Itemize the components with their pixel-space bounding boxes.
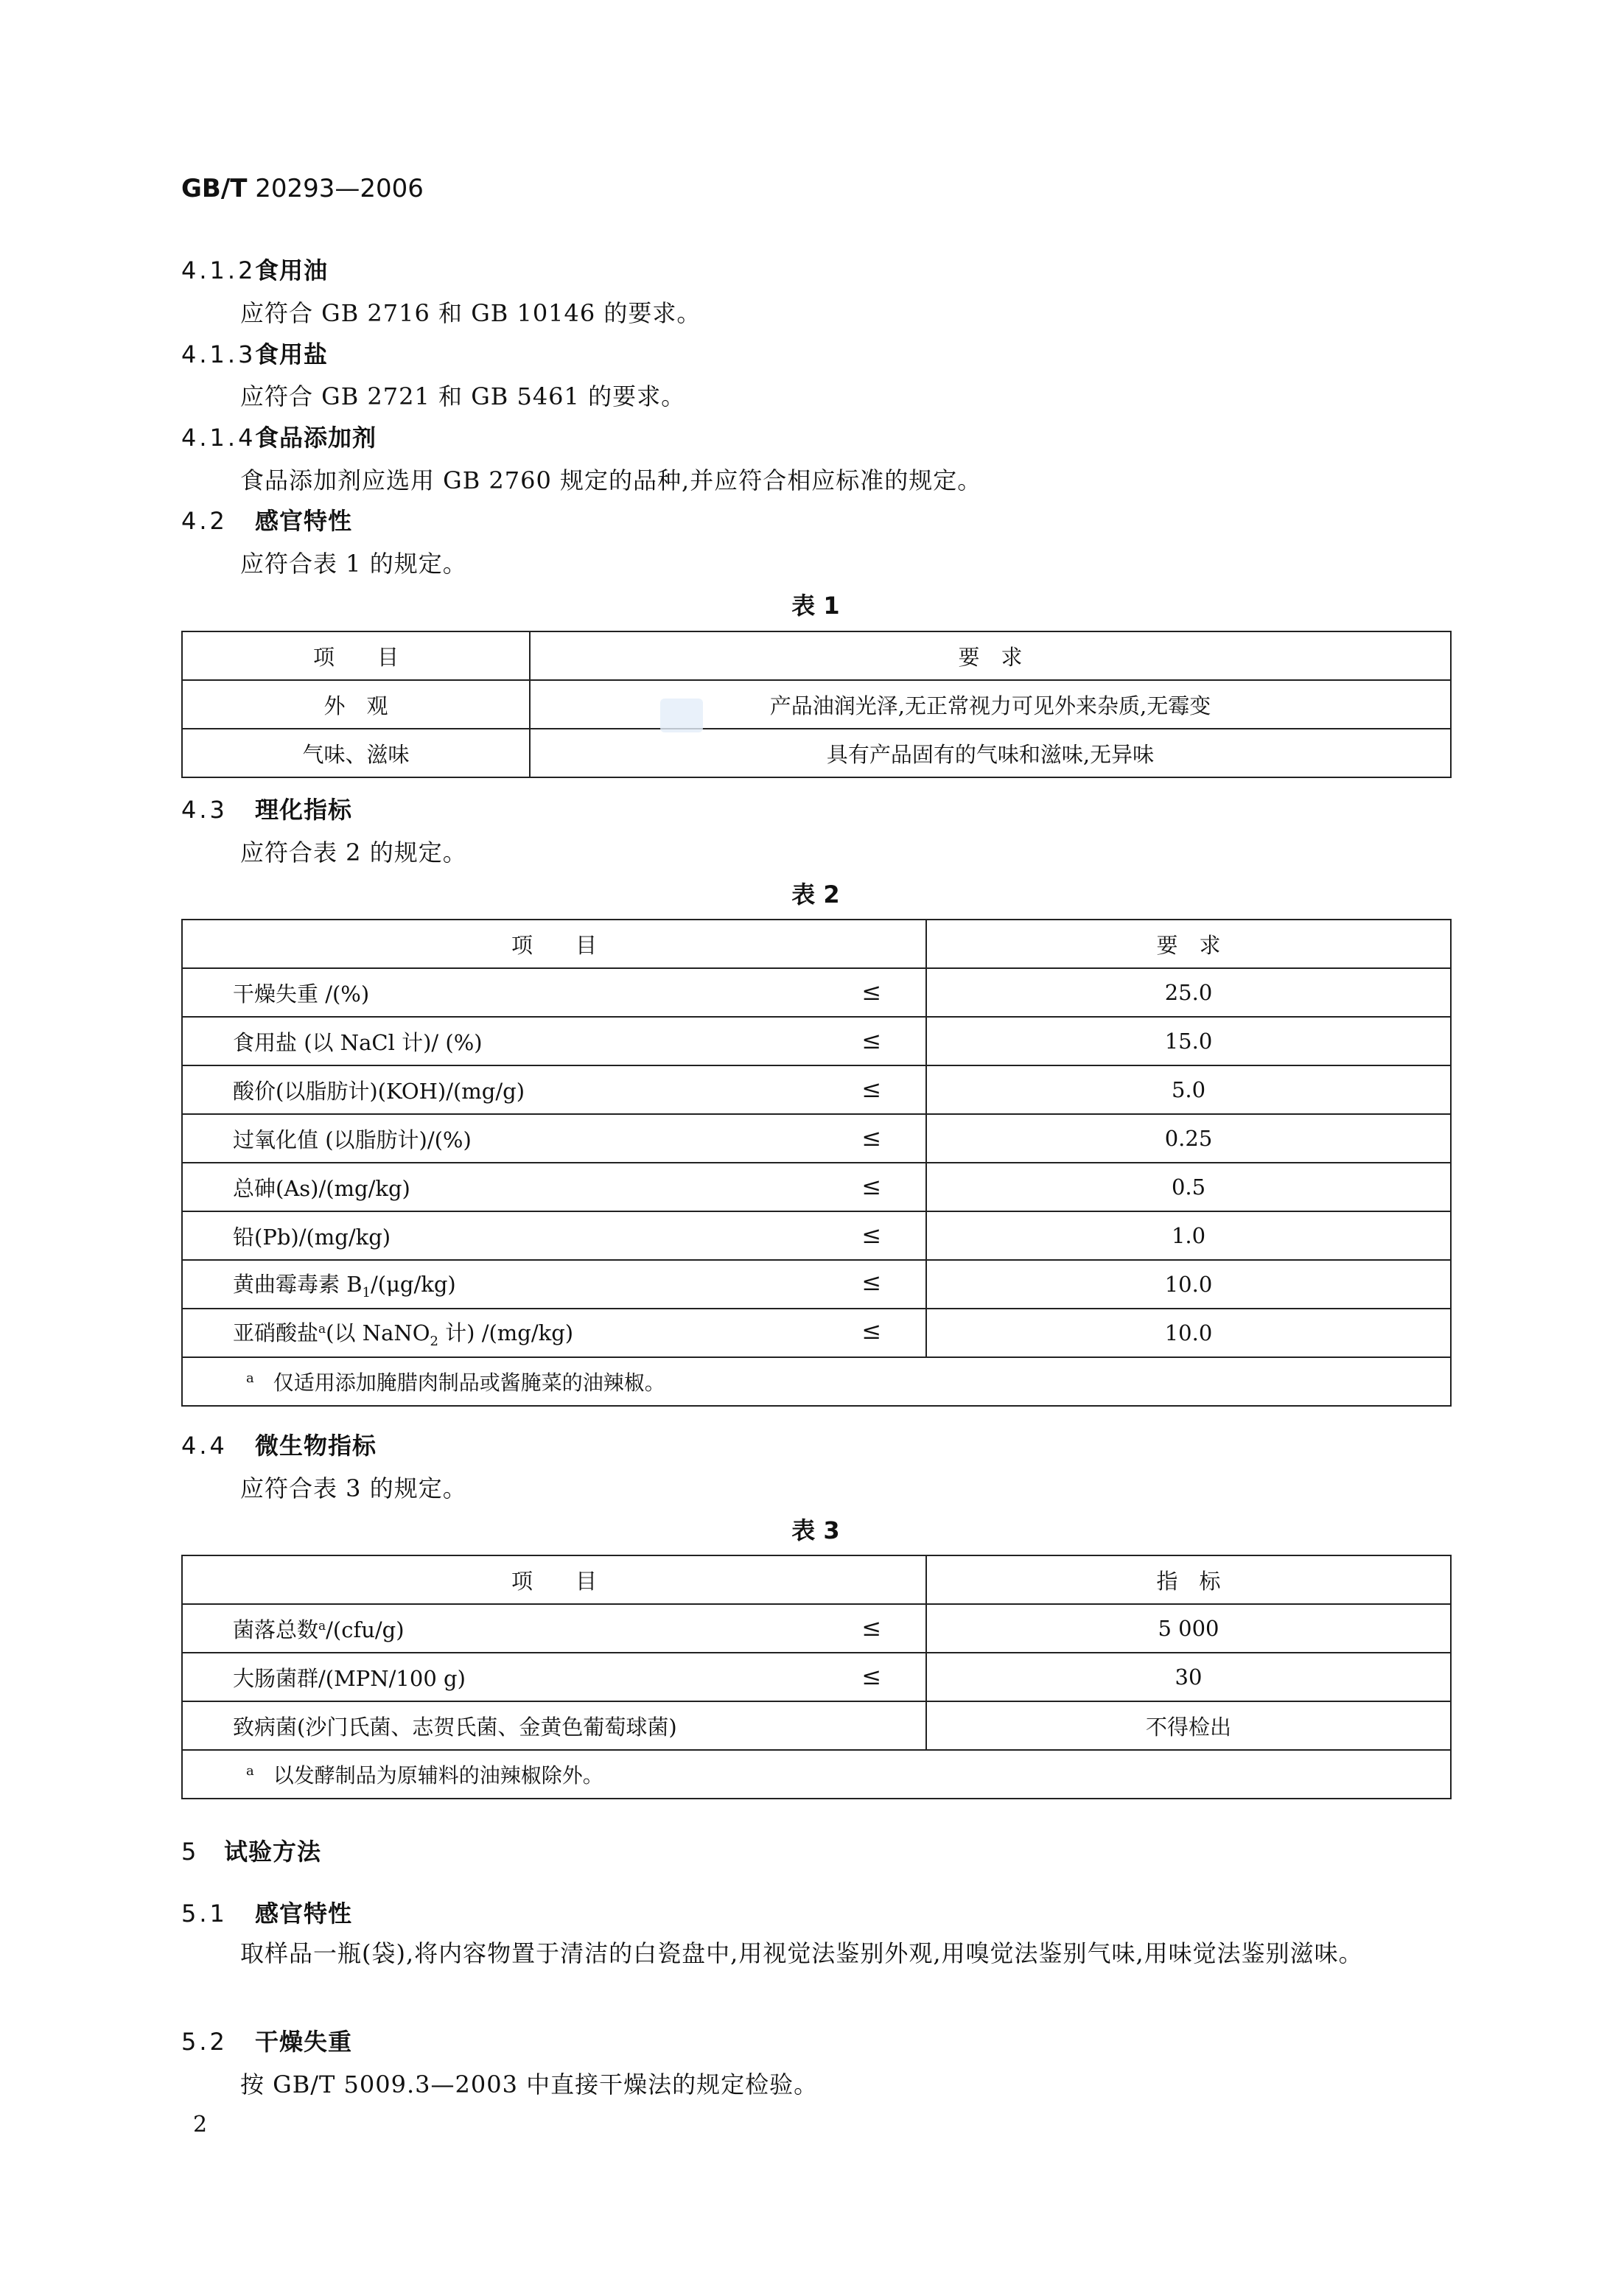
leq-symbol: ≤ bbox=[861, 1123, 881, 1152]
table-header-row bbox=[182, 631, 1451, 680]
table-row bbox=[182, 1211, 1451, 1260]
section-title: 食品添加剂 bbox=[255, 424, 377, 452]
leq-symbol: ≤ bbox=[861, 1172, 881, 1200]
section-title: 理化指标 bbox=[255, 796, 353, 824]
table-row bbox=[182, 1701, 1451, 1750]
value-cell: 5.0 bbox=[926, 1065, 1451, 1114]
leq-symbol: ≤ bbox=[861, 1613, 881, 1642]
paragraph-5-2: 按 GB/T 5009.3—2003 中直接干燥法的规定检验。 bbox=[240, 2070, 819, 2098]
footnote-marker: a bbox=[246, 1763, 254, 1779]
code-number: 20293—2006 bbox=[247, 174, 424, 203]
footnote-cell bbox=[182, 1750, 1451, 1799]
section-number: 4.3 bbox=[181, 796, 228, 824]
leq-symbol: ≤ bbox=[861, 1268, 881, 1297]
section-number: 4.1.4 bbox=[181, 424, 256, 452]
item-label bbox=[233, 1617, 405, 1642]
item-label-main: 亚硝酸盐 bbox=[233, 1320, 319, 1346]
leq-symbol: ≤ bbox=[861, 1220, 881, 1249]
watermark-logo bbox=[660, 699, 703, 732]
section-number: 4.1.2 bbox=[181, 256, 256, 284]
item-cell bbox=[182, 1211, 926, 1260]
item-label: 铅(Pb)/(mg/kg) bbox=[233, 1224, 391, 1250]
item-label bbox=[233, 1320, 574, 1349]
table-row bbox=[182, 680, 1451, 729]
item-cell: 气味、滋味 bbox=[182, 729, 530, 777]
item-label-unit: 计) /(mg/kg) bbox=[438, 1320, 574, 1346]
table-row bbox=[182, 1309, 1451, 1357]
item-cell bbox=[182, 1260, 926, 1309]
leq-symbol: ≤ bbox=[861, 1074, 881, 1103]
header-cell: 项 目 bbox=[182, 920, 926, 968]
heading-5-1 bbox=[181, 1895, 352, 1929]
table-header-row bbox=[182, 920, 1451, 968]
item-label-mid: (以 NaNO bbox=[326, 1320, 430, 1346]
section-number: 4.4 bbox=[181, 1432, 228, 1460]
table-row bbox=[182, 1653, 1451, 1701]
header-cell: 指 标 bbox=[926, 1555, 1451, 1604]
item-cell bbox=[182, 1653, 926, 1701]
section-title: 感官特性 bbox=[255, 507, 353, 535]
table-1 bbox=[181, 631, 1452, 778]
requirement-cell: 具有产品固有的气味和滋味,无异味 bbox=[530, 729, 1451, 777]
footnote-cell bbox=[182, 1357, 1451, 1406]
table-row bbox=[182, 1065, 1451, 1114]
subscript: 1 bbox=[362, 1284, 371, 1300]
document-code bbox=[181, 174, 424, 203]
footnote-marker: a bbox=[246, 1370, 254, 1386]
heading-5 bbox=[181, 1833, 321, 1867]
section-number: 5.1 bbox=[181, 1900, 228, 1928]
footnote-text: 以发酵制品为原辅料的油辣椒除外。 bbox=[273, 1763, 603, 1788]
item-label: 酸价(以脂肪计)(KOH)/(mg/g) bbox=[233, 1078, 525, 1104]
value-cell: 25.0 bbox=[926, 968, 1451, 1017]
item-cell bbox=[182, 1017, 926, 1065]
heading-4-4 bbox=[181, 1427, 377, 1461]
table3-caption: 表 3 bbox=[791, 1516, 840, 1544]
table-header-row bbox=[182, 1555, 1451, 1604]
leq-symbol: ≤ bbox=[861, 1026, 881, 1054]
heading-4-2 bbox=[181, 503, 352, 536]
item-cell bbox=[182, 1604, 926, 1653]
heading-4-3 bbox=[181, 791, 352, 825]
item-label: 干燥失重 /(%) bbox=[233, 981, 370, 1007]
item-cell bbox=[182, 1065, 926, 1114]
header-cell: 要 求 bbox=[926, 920, 1451, 968]
value-cell: 5 000 bbox=[926, 1604, 1451, 1653]
paragraph-4-2: 应符合表 1 的规定。 bbox=[240, 550, 467, 578]
subscript: 2 bbox=[430, 1333, 438, 1349]
requirement-cell: 产品油润光泽,无正常视力可见外来杂质,无霉变 bbox=[530, 680, 1451, 729]
section-title: 食用油 bbox=[255, 256, 329, 284]
item-label bbox=[233, 1272, 456, 1300]
item-label-main: 菌落总数 bbox=[233, 1617, 319, 1642]
paragraph-4-4: 应符合表 3 的规定。 bbox=[240, 1474, 467, 1502]
table-footnote-row bbox=[182, 1750, 1451, 1799]
code-prefix: GB/T bbox=[181, 174, 248, 203]
header-cell: 项 目 bbox=[182, 631, 530, 680]
section-number: 4.1.3 bbox=[181, 340, 256, 368]
section-number: 4.2 bbox=[181, 507, 228, 535]
table-row bbox=[182, 1604, 1451, 1653]
item-cell bbox=[182, 1309, 926, 1357]
item-label: 大肠菌群/(MPN/100 g) bbox=[233, 1665, 466, 1691]
item-cell bbox=[182, 968, 926, 1017]
value-cell: 0.25 bbox=[926, 1114, 1451, 1163]
table-row bbox=[182, 1260, 1451, 1309]
section-title: 食用盐 bbox=[255, 340, 329, 368]
section-title: 试验方法 bbox=[224, 1838, 322, 1866]
table-row bbox=[182, 968, 1451, 1017]
section-title: 感官特性 bbox=[255, 1900, 353, 1928]
value-cell: 0.5 bbox=[926, 1163, 1451, 1211]
value-cell: 15.0 bbox=[926, 1017, 1451, 1065]
table-row bbox=[182, 1017, 1451, 1065]
heading-4-1-2 bbox=[181, 252, 328, 286]
table-footnote-row bbox=[182, 1357, 1451, 1406]
value-cell: 10.0 bbox=[926, 1260, 1451, 1309]
value-cell: 1.0 bbox=[926, 1211, 1451, 1260]
table-2 bbox=[181, 919, 1452, 1407]
paragraph-4-1-4: 食品添加剂应选用 GB 2760 规定的品种,并应符合相应标准的规定。 bbox=[240, 466, 982, 494]
table-row bbox=[182, 729, 1451, 777]
heading-4-1-3 bbox=[181, 336, 328, 370]
section-title: 微生物指标 bbox=[255, 1432, 377, 1460]
item-label: 总砷(As)/(mg/kg) bbox=[233, 1175, 410, 1201]
footnote-marker: a bbox=[318, 1322, 326, 1337]
table1-caption: 表 1 bbox=[791, 592, 840, 620]
item-cell: 致病菌(沙门氏菌、志贺氏菌、金黄色葡萄球菌) bbox=[182, 1701, 926, 1750]
item-label-main: 黄曲霉毒素 B bbox=[233, 1272, 363, 1298]
heading-4-1-4 bbox=[181, 419, 377, 453]
footnote-marker: a bbox=[318, 1618, 326, 1634]
item-cell bbox=[182, 1163, 926, 1211]
item-label: 食用盐 (以 NaCl 计)/ (%) bbox=[233, 1029, 483, 1055]
item-label: 过氧化值 (以脂肪计)/(%) bbox=[233, 1127, 472, 1152]
item-label-unit: /(μg/kg) bbox=[370, 1272, 456, 1298]
section-number: 5.2 bbox=[181, 2028, 228, 2056]
footnote-text: 仅适用添加腌腊肉制品或酱腌菜的油辣椒。 bbox=[273, 1370, 665, 1395]
section-title: 干燥失重 bbox=[255, 2028, 353, 2056]
leq-symbol: ≤ bbox=[861, 1317, 881, 1345]
table-row bbox=[182, 1163, 1451, 1211]
item-cell: 外 观 bbox=[182, 680, 530, 729]
table-row bbox=[182, 1114, 1451, 1163]
table-3 bbox=[181, 1555, 1452, 1799]
page-number: 2 bbox=[193, 2112, 208, 2138]
section-number: 5 bbox=[181, 1838, 200, 1866]
header-cell: 要 求 bbox=[530, 631, 1451, 680]
table2-caption: 表 2 bbox=[791, 881, 840, 909]
header-cell: 项 目 bbox=[182, 1555, 926, 1604]
value-cell: 10.0 bbox=[926, 1309, 1451, 1357]
item-cell bbox=[182, 1114, 926, 1163]
leq-symbol: ≤ bbox=[861, 1662, 881, 1690]
value-cell: 不得检出 bbox=[926, 1701, 1451, 1750]
paragraph-4-1-2: 应符合 GB 2716 和 GB 10146 的要求。 bbox=[240, 299, 701, 327]
item-label-unit: /(cfu/g) bbox=[326, 1617, 405, 1642]
leq-symbol: ≤ bbox=[861, 977, 881, 1006]
value-cell: 30 bbox=[926, 1653, 1451, 1701]
paragraph-5-1: 取样品一瓶(袋),将内容物置于清洁的白瓷盘中,用视觉法鉴别外观,用嗅觉法鉴别气味,用味觉法鉴别滋味。 bbox=[240, 1939, 1363, 1967]
paragraph-4-3: 应符合表 2 的规定。 bbox=[240, 839, 467, 867]
heading-5-2 bbox=[181, 2023, 352, 2057]
paragraph-4-1-3: 应符合 GB 2721 和 GB 5461 的要求。 bbox=[240, 382, 686, 410]
